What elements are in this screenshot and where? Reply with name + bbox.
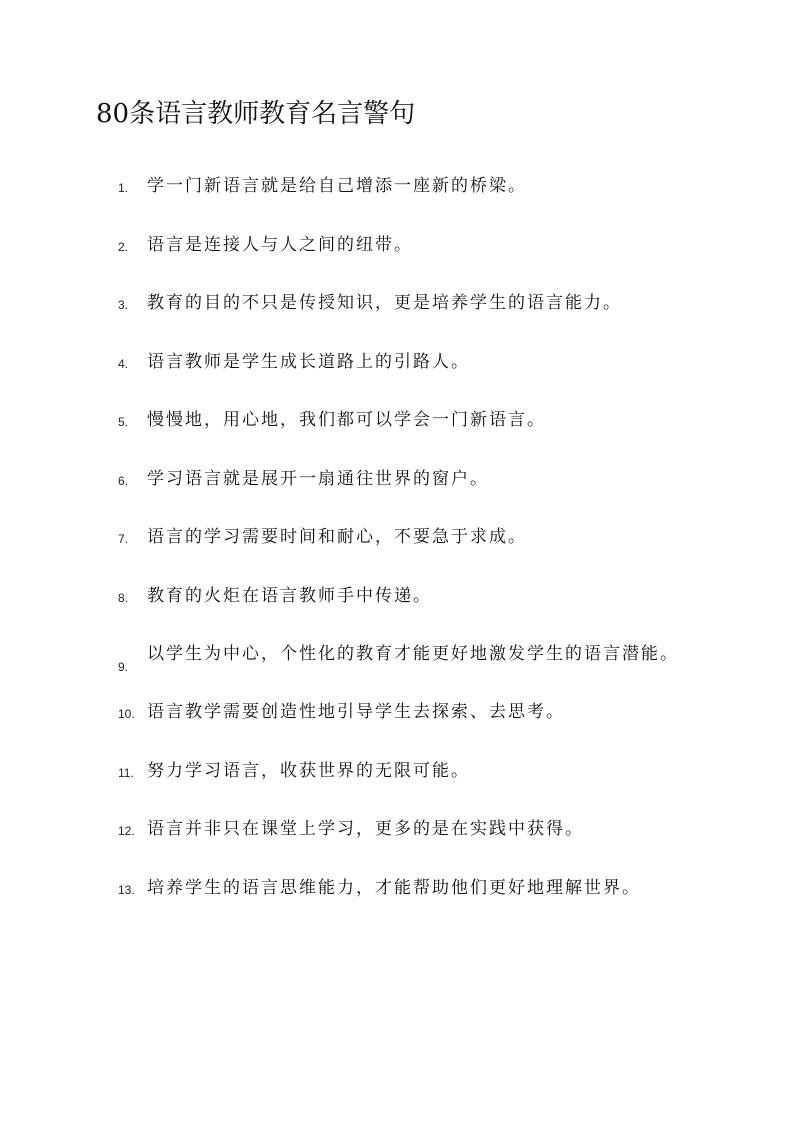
list-item: [118, 870, 718, 907]
item-text: 语言的学习需要时间和耐心，不要急于求成。: [147, 527, 527, 547]
item-number: 7.: [118, 532, 129, 546]
item-text: 努力学习语言，收获世界的无限可能。: [147, 760, 470, 781]
list-item: [118, 285, 718, 322]
item-text: 语言教师是学生成长道路上的引路人。: [147, 351, 470, 372]
list-item: [118, 344, 718, 381]
item-number: 10.: [118, 707, 135, 721]
item-number: 1.: [118, 181, 129, 195]
item-text: 语言是连接人与人之间的纽带。: [147, 234, 413, 255]
item-number: 13.: [118, 882, 135, 897]
item-text: 培养学生的语言思维能力，才能帮助他们更好地理解世界。: [147, 877, 641, 898]
item-text: 以学生为中心，个性化的教育才能更好地激发学生的语言潜能。: [147, 644, 679, 664]
document-title: 80条语言教师教育名言警句: [96, 99, 416, 129]
item-number: 3.: [118, 298, 129, 312]
list-item: [118, 461, 718, 498]
item-number: 9.: [118, 660, 129, 674]
item-number: 6.: [118, 473, 129, 488]
list-item: [118, 578, 718, 615]
item-number: 5.: [118, 415, 129, 429]
list-item: [118, 625, 718, 683]
list-item: [118, 168, 718, 205]
quote-list: [118, 168, 718, 928]
item-text: 语言教学需要创造性地引导学生去探索、去思考。: [147, 702, 565, 722]
list-item: [118, 694, 718, 731]
item-number: 12.: [118, 824, 135, 838]
item-text: 教育的火炬在语言教师手中传递。: [147, 585, 432, 606]
item-number: 4.: [118, 356, 129, 371]
item-text: 教育的目的不只是传授知识，更是培养学生的语言能力。: [147, 293, 622, 313]
item-text: 慢慢地，用心地，我们都可以学会一门新语言。: [147, 410, 546, 430]
item-number: 8.: [118, 590, 129, 605]
list-item: [118, 402, 718, 439]
list-item: [118, 811, 718, 848]
item-text: 学习语言就是展开一扇通往世界的窗户。: [147, 468, 489, 489]
item-text: 学一门新语言就是给自己增添一座新的桥梁。: [147, 176, 527, 196]
item-text: 语言并非只在课堂上学习，更多的是在实践中获得。: [147, 819, 584, 839]
item-number: 11.: [118, 765, 134, 780]
list-item: [118, 227, 718, 264]
list-item: [118, 753, 718, 790]
list-item: [118, 519, 718, 556]
item-number: 2.: [118, 239, 129, 254]
